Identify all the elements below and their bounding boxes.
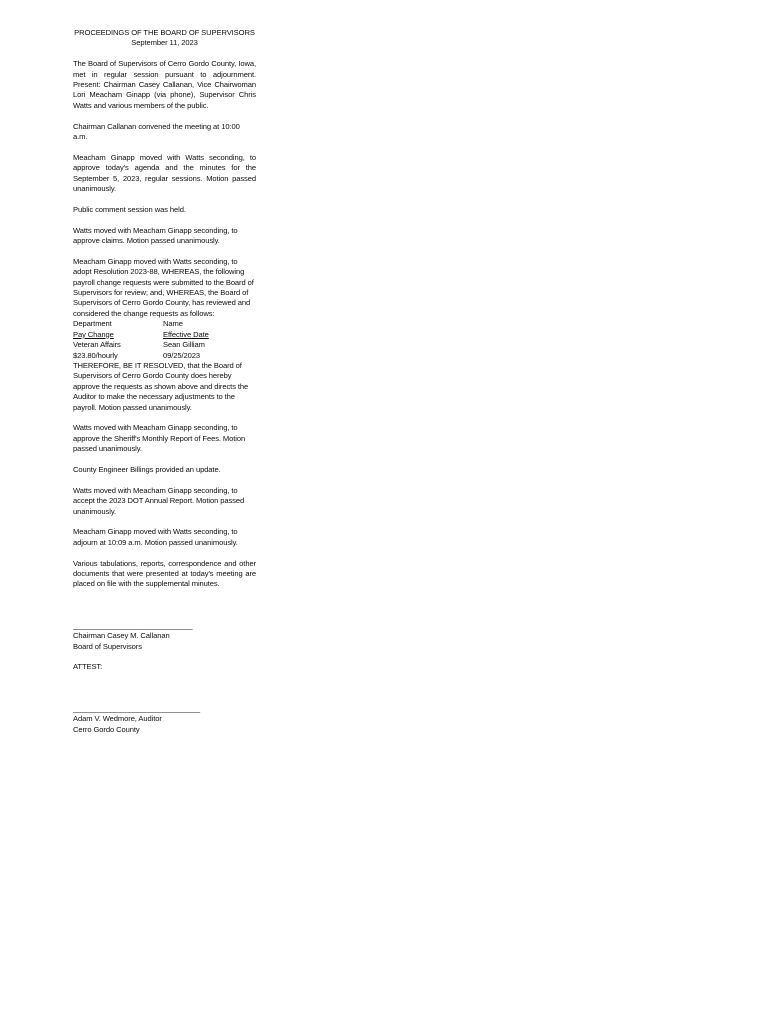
attest-label: ATTEST:	[73, 662, 103, 672]
auditor-signature-block	[73, 704, 256, 735]
therefore-paragraph: THEREFORE, BE IT RESOLVED, that the Board of Supervisors of Cerro Gordo County does hereby approve the requests as shown above and directs the Auditor to make the necessary adjustments to the payroll. Motion passed unanimously.	[73, 360, 249, 412]
adjourn-paragraph: Meacham Ginapp moved with Watts seconding, to adjourn at 10:09 a.m. Motion passed unanimously.	[73, 527, 238, 547]
agenda-paragraph: Meacham Ginapp moved with Watts seconding, to approve today's agenda and the minutes for the September 5, 2023, regular sessions. Motion passed unanimously.	[73, 152, 256, 194]
sheriff-paragraph: Watts moved with Meacham Ginapp seconding, to approve the Sheriff's Monthly Report of Fees. Motion passed unanimously.	[73, 423, 246, 454]
public-comment-paragraph: Public comment session was held.	[73, 204, 186, 214]
chairman-name: Chairman Casey M. Callanan	[73, 631, 170, 641]
claims-paragraph: Watts moved with Meacham Ginapp seconding, to approve claims. Motion passed unanimously.	[73, 225, 238, 246]
chairman-title: Board of Supervisors	[73, 641, 142, 651]
table-cell-department: Veteran Affairs	[73, 340, 121, 350]
document-date: September 11, 2023	[131, 38, 198, 48]
table-header-pay-change: Pay Change	[73, 329, 114, 339]
tabulations-paragraph: Various tabulations, reports, correspondence and other documents that were presented at today's meeting are placed on file with the supplemental minutes.	[73, 558, 256, 589]
resolution-paragraph: Meacham Ginapp moved with Watts seconding, to adopt Resolution 2023-88, WHEREAS, the following payroll change requests were submitted to the Board of Supervisors for review; and, WHEREAS, the Board of Supervisors of Cerro Gordo County, has reviewed and considered the change requests as follows:	[73, 256, 254, 318]
table-header-effective-date: Effective Date	[163, 329, 209, 339]
auditor-name: Adam V. Wedmore, Auditor	[73, 714, 162, 724]
table-cell-pay-change: $23.80/hourly	[73, 350, 118, 360]
table-cell-name: Sean Gilliam	[163, 340, 205, 350]
document-title: PROCEEDINGS OF THE BOARD OF SUPERVISORS	[74, 28, 255, 37]
payroll-change-table	[73, 319, 256, 361]
table-header-department: Department	[73, 319, 112, 329]
signature-line: ________________________________	[73, 620, 193, 630]
convened-paragraph: Chairman Callanan convened the meeting at 10:00 a.m.	[73, 121, 240, 142]
dot-paragraph: Watts moved with Meacham Ginapp seconding, to accept the 2023 DOT Annual Report. Motion passed unanimously.	[73, 485, 245, 516]
table-cell-effective-date: 09/25/2023	[163, 350, 201, 360]
intro-paragraph: The Board of Supervisors of Cerro Gordo County, Iowa, met in regular session pursuant to adjournment. Present: Chairman Casey Callanan, Vice Chairwoman Lori Meacham Ginapp (via phone), Supervisor Chris Watts and various members of the public.	[73, 59, 256, 110]
chairman-signature-block	[73, 621, 256, 652]
signature-line: __________________________________	[73, 703, 200, 713]
auditor-title: Cerro Gordo County	[73, 724, 140, 734]
minutes-document	[73, 28, 256, 735]
engineer-paragraph: County Engineer Billings provided an update.	[73, 464, 221, 474]
table-header-name: Name	[163, 319, 183, 329]
